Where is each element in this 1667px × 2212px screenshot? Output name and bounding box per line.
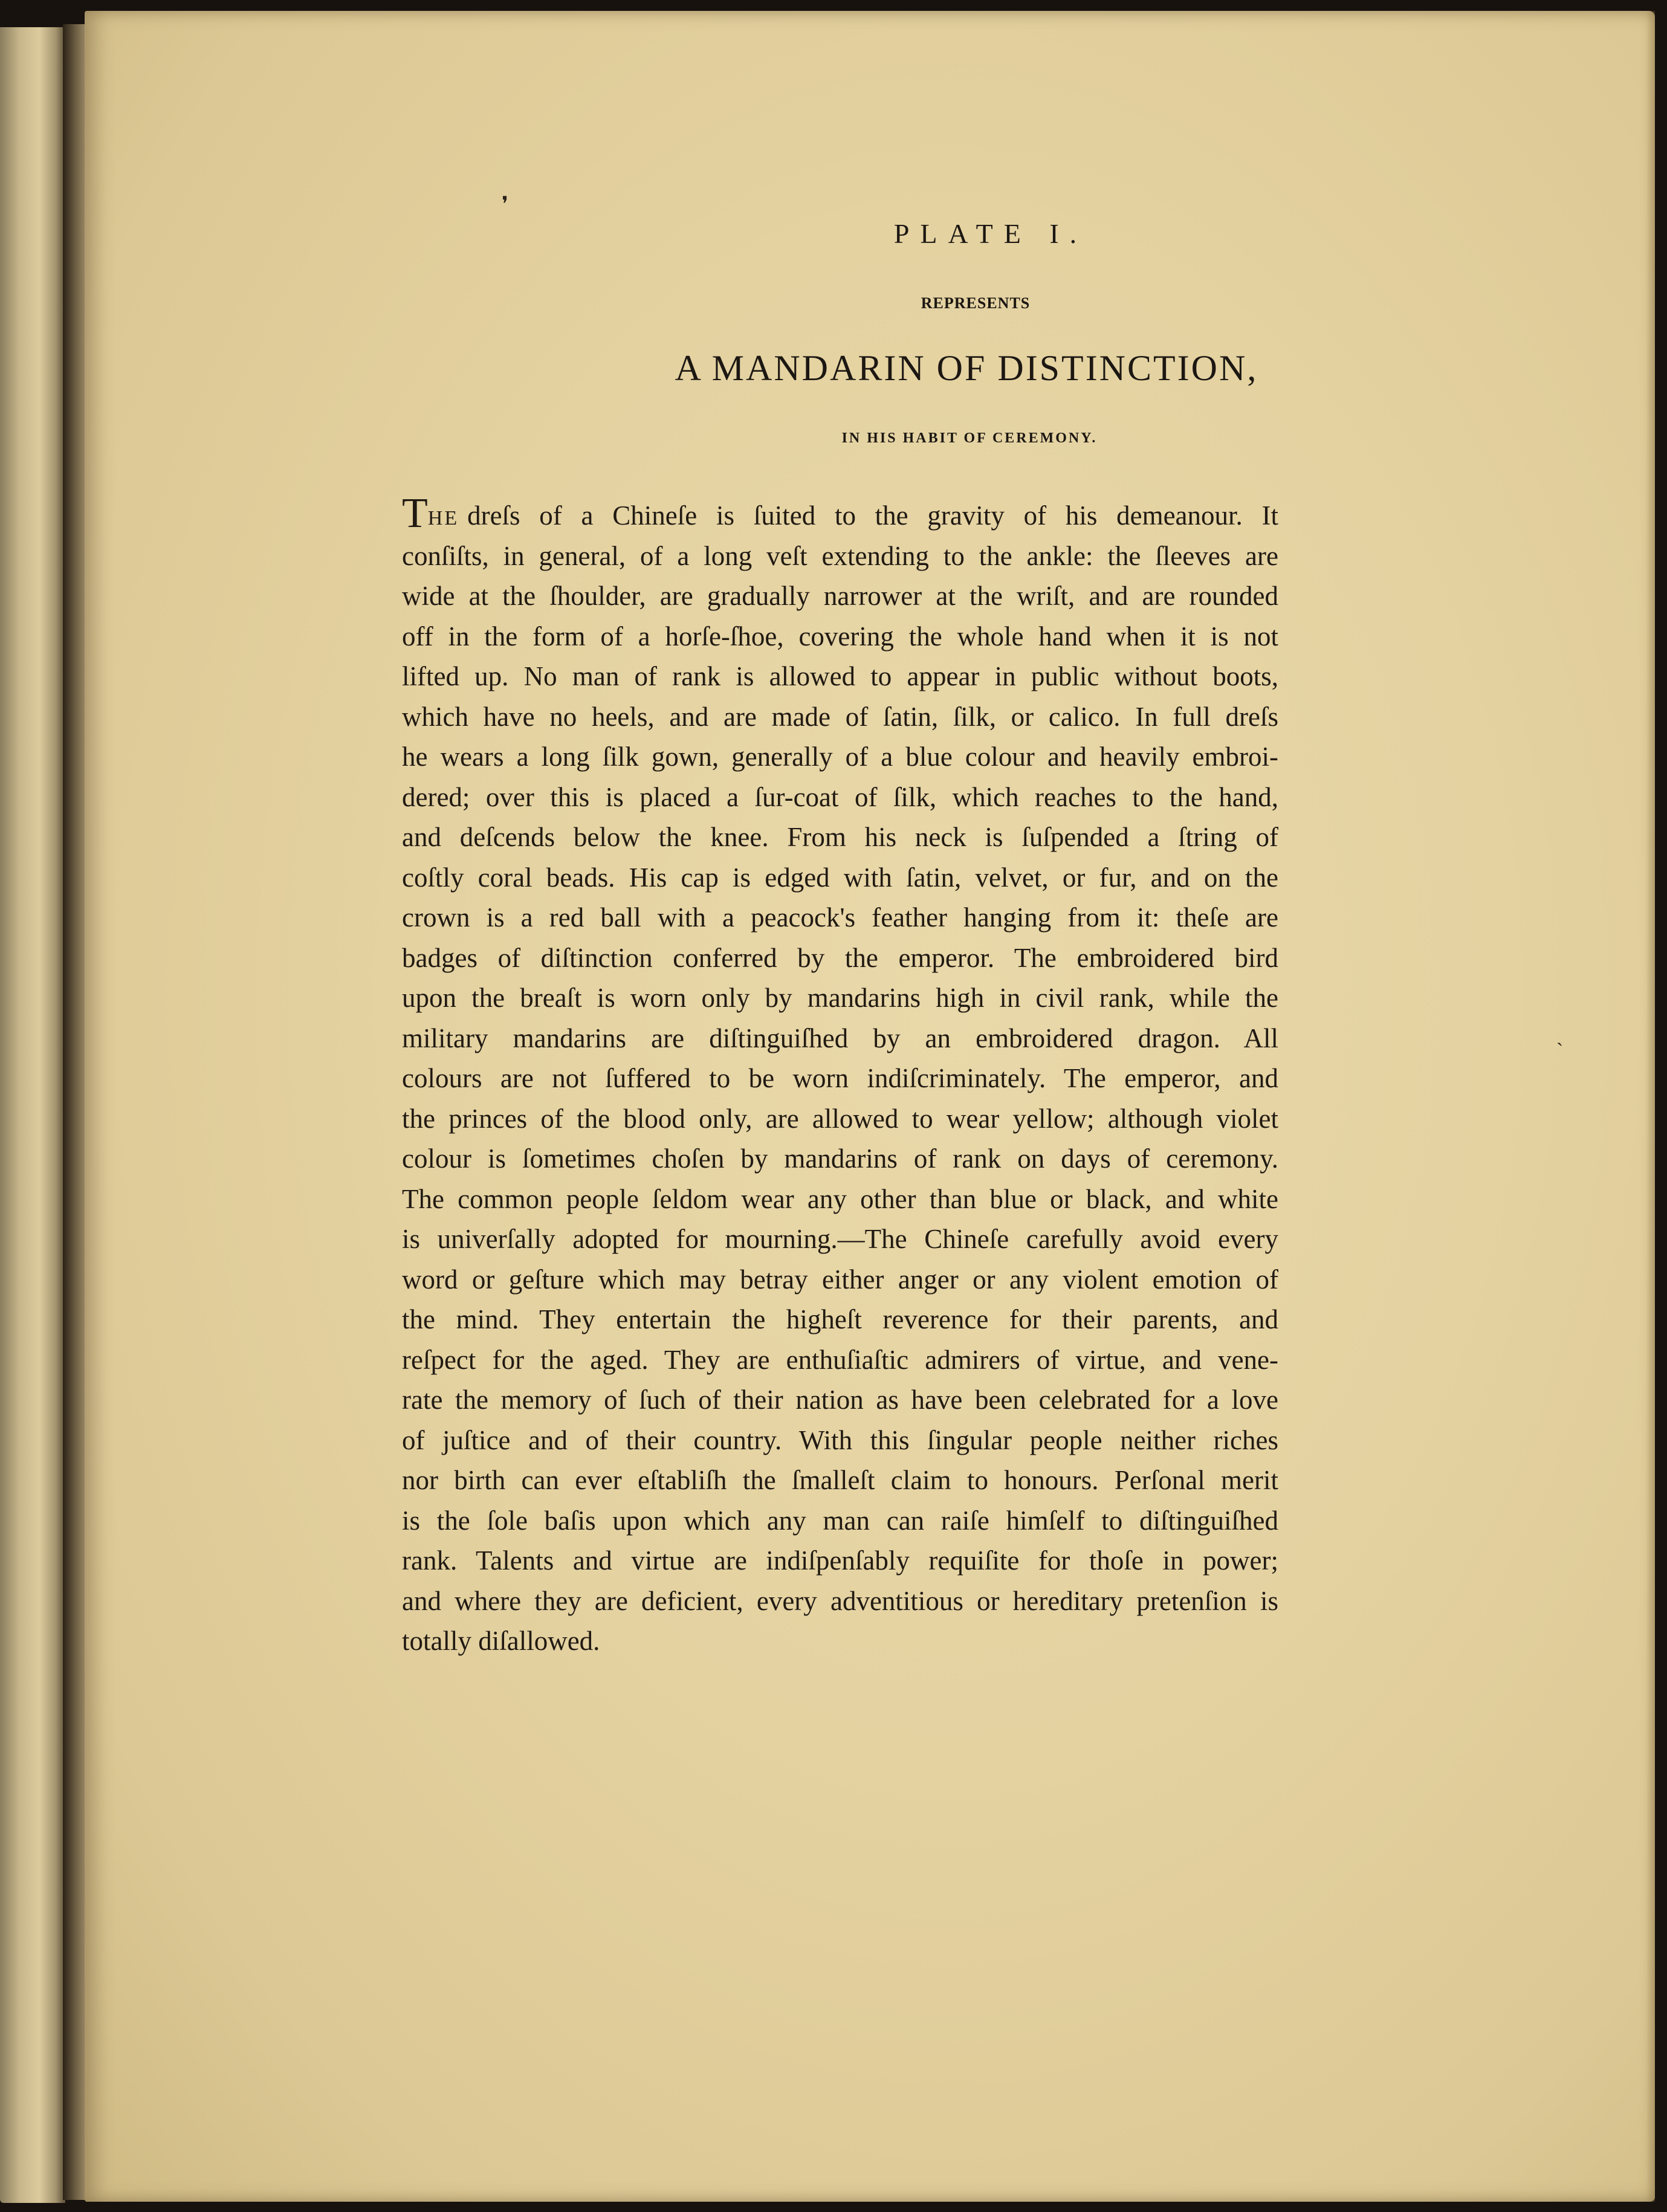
- text-line: rank. Talents and virtue are indiſpenſably requiſite for thoſe in power;: [402, 1545, 1278, 1576]
- text-line: wide at the ſhoulder, are gradually narrower at the wriſt, and are rounded: [402, 581, 1278, 611]
- body-paragraph: [402, 490, 1278, 1661]
- text-line: lifted up. No man of rank is allowed to appear in public without boots,: [402, 661, 1278, 691]
- text-line: [402, 490, 1278, 537]
- text-line: colours are not ſuffered to be worn indiſcriminately. The emperor, and: [402, 1063, 1278, 1093]
- text-line: he wears a long ſilk gown, generally of a blue colour and heavily embroi-: [402, 742, 1278, 772]
- text-line: upon the breaſt is worn only by mandarins high in civil rank, while the: [402, 983, 1278, 1013]
- text-line: badges of diſtinction conferred by the emperor. The embroidered bird: [402, 942, 1278, 973]
- line-text: dreſs of a Chineſe is ſuited to the gravity of his demeanour. It: [467, 500, 1278, 531]
- text-line: colour is ſometimes choſen by mandarins of rank on days of ceremony.: [402, 1143, 1278, 1174]
- subtitle: IN HIS HABIT OF CEREMONY.: [841, 430, 1098, 446]
- main-title: A MANDARIN OF DISTINCTION,: [675, 348, 1258, 388]
- small-caps: HE: [427, 507, 459, 529]
- text-line: coſtly coral beads. His cap is edged with ſatin, velvet, or fur, and on the: [402, 862, 1278, 893]
- text-line: which have no heels, and are made of ſatin, ſilk, or calico. In full dreſs: [402, 701, 1278, 732]
- text-line: totally diſallowed.: [402, 1626, 600, 1656]
- ink-mark: ˴: [1556, 1030, 1564, 1053]
- text-line: dered; over this is placed a ſur-coat of ſilk, which reaches to the hand,: [402, 781, 1278, 812]
- text-line: rate the memory of ſuch of their nation as have been celebrated for a love: [402, 1385, 1278, 1415]
- text-line: conſiſts, in general, of a long veſt extending to the ankle: the ſleeves are: [402, 540, 1278, 571]
- ink-mark: ❜: [502, 193, 508, 216]
- text-line: nor birth can ever eſtabliſh the ſmalleſt claim to honours. Perſonal merit: [402, 1465, 1278, 1495]
- page-edge-shadow: [1646, 11, 1655, 2202]
- drop-cap: T: [402, 490, 428, 537]
- text-line: is the ſole baſis upon which any man can raiſe himſelf to diſtinguiſhed: [402, 1505, 1278, 1536]
- text-line: off in the form of a horſe-ſhoe, covering the whole hand when it is not: [402, 621, 1278, 652]
- text-line: the mind. They entertain the higheſt reverence for their parents, and: [402, 1304, 1278, 1334]
- text-line: crown is a red ball with a peacock's feather hanging from it: theſe are: [402, 902, 1278, 933]
- text-line: and deſcends below the knee. From his neck is ſuſpended a ſtring of: [402, 822, 1278, 852]
- text-line: word or geſture which may betray either anger or any violent emotion of: [402, 1264, 1278, 1295]
- text-line: is univerſally adopted for mourning.—The Chineſe carefully avoid every: [402, 1224, 1278, 1254]
- text-line: of juſtice and of their country. With this ſingular people neither riches: [402, 1425, 1278, 1455]
- text-line: The common people ſeldom wear any other than blue or black, and white: [402, 1183, 1278, 1214]
- text-line: military mandarins are diſtinguiſhed by an embroidered dragon. All: [402, 1023, 1278, 1053]
- text-line: the princes of the blood only, are allowed to wear yellow; although violet: [402, 1103, 1278, 1134]
- left-page-edge: [0, 27, 65, 2203]
- plate-title: PLATE I.: [893, 218, 1088, 249]
- text-line: reſpect for the aged. They are enthuſiaſtic admirers of virtue, and vene-: [402, 1344, 1278, 1375]
- text-line: and where they are deficient, every adventitious or hereditary pretenſion is: [402, 1585, 1278, 1616]
- represents-label: REPRESENTS: [921, 294, 1031, 312]
